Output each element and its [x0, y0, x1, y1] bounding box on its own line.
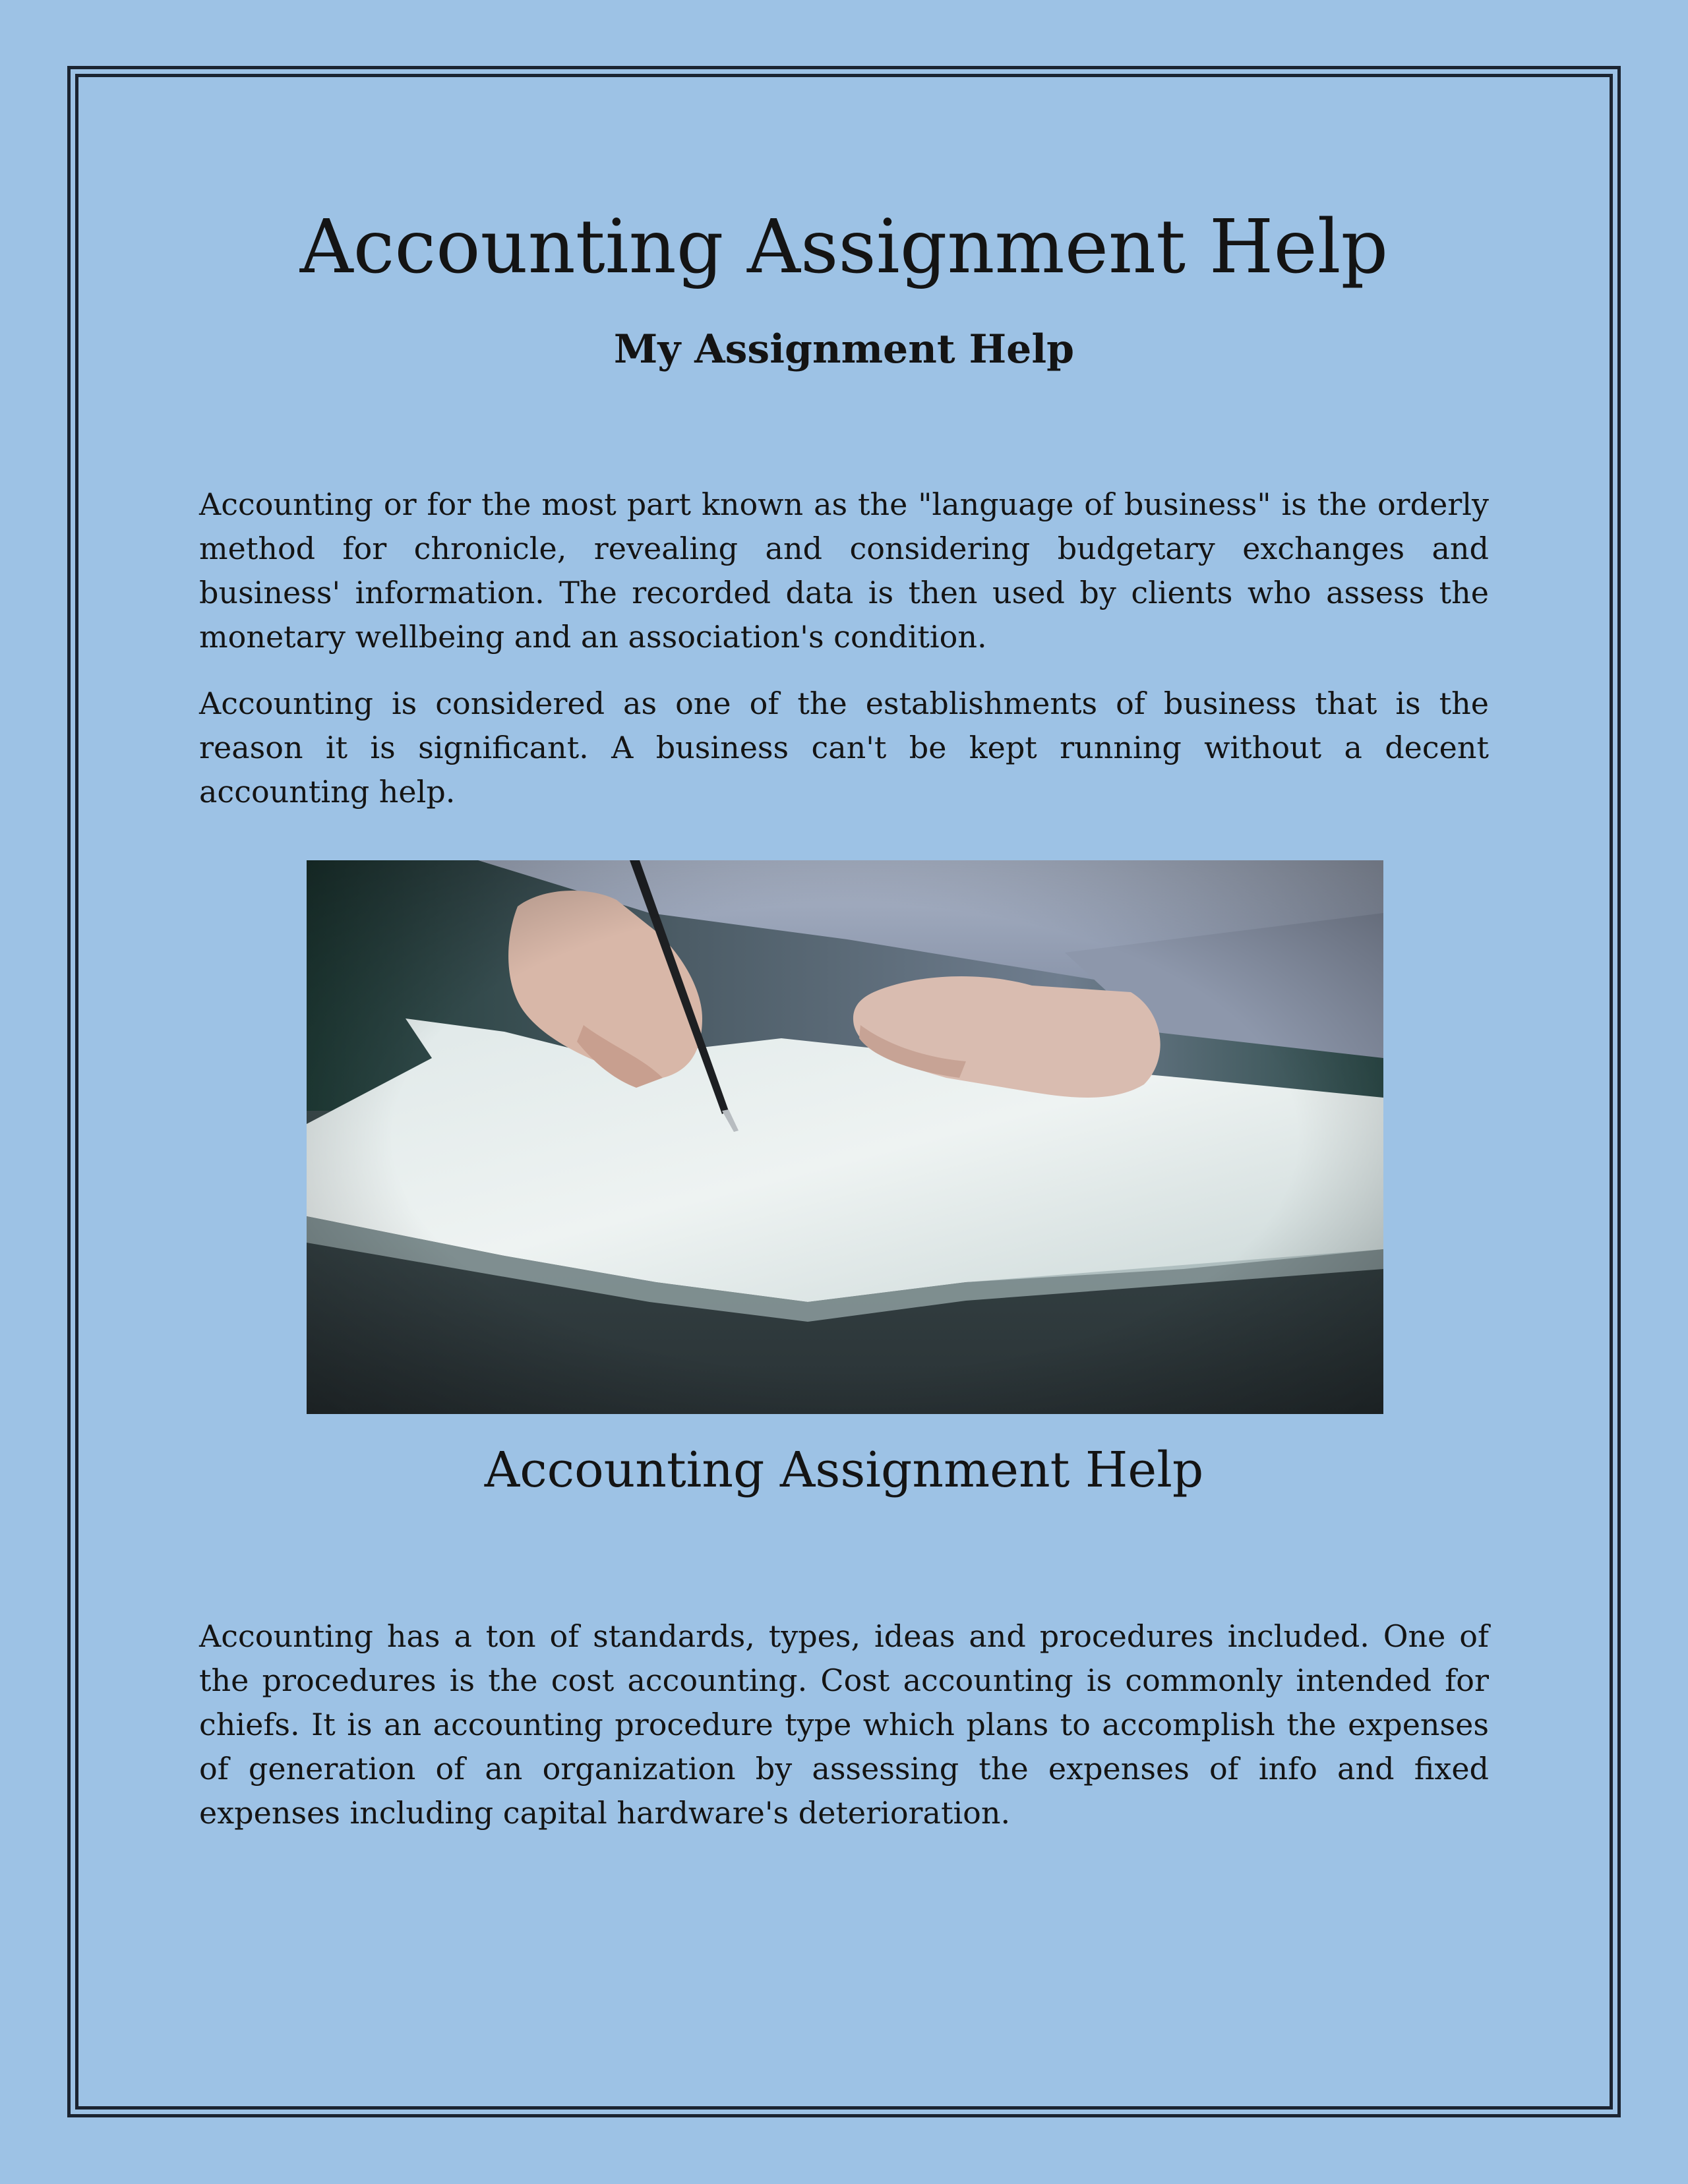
paragraph-intro: Accounting or for the most part known as the "language of business" is the orderly method for chronicle, revealing and considering budgetary exchanges and business' information. The recorded data is then used by clients who assess the monetary wellbeing and an association's condition. — [199, 487, 1489, 655]
paragraph-importance: Accounting is considered as one of the establishments of business that is the reason it is significant. A business can't be kept running without a decent accounting help. — [199, 686, 1489, 810]
writing-hand-photo — [307, 860, 1383, 1414]
document-subtitle: My Assignment Help — [613, 326, 1075, 372]
hand-writing-on-paper-illustration — [307, 860, 1383, 1414]
paragraph-cost-accounting: Accounting has a ton of standards, types, ideas and procedures included. One of the procedures is the cost accounting. Cost accounting is commonly intended for chiefs. It is an accounting procedure type which plans to accomplish the expenses of generation of an organization by assessing the expenses of info and fixed expenses including capital hardware's deterioration. — [199, 1618, 1489, 1831]
image-caption: Accounting Assignment Help — [484, 1442, 1204, 1498]
document-title: Accounting Assignment Help — [299, 204, 1389, 290]
